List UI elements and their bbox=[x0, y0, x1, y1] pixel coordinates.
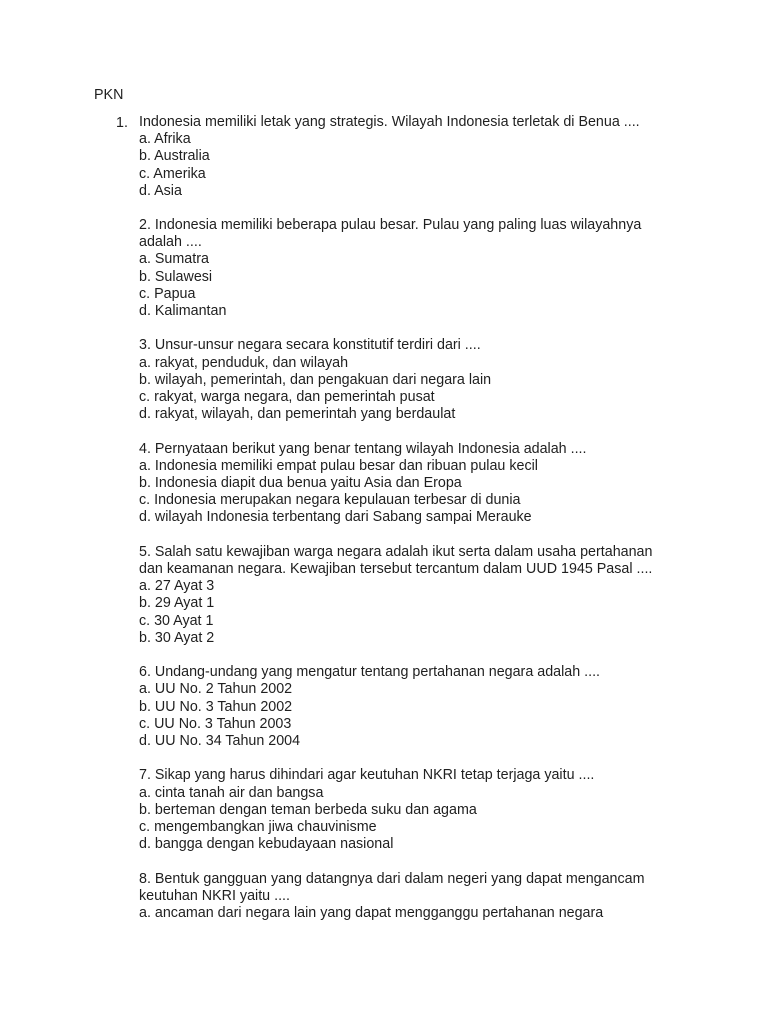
question-6-line-1: 6. Undang-undang yang mengatur tentang pertahanan negara adalah .... bbox=[139, 664, 601, 681]
question-6-option-c: c. UU No. 3 Tahun 2003 bbox=[139, 715, 292, 732]
question-2-option-a: a. Sumatra bbox=[139, 251, 209, 268]
question-2-option-b: b. Sulawesi bbox=[139, 268, 213, 285]
question-7-option-a: a. cinta tanah air dan bangsa bbox=[139, 784, 324, 801]
question-1-option-b: b. Australia bbox=[139, 148, 210, 165]
question-3-option-a: a. rakyat, penduduk, dan wilayah bbox=[139, 354, 349, 371]
question-8-line-2: keutuhan NKRI yaitu .... bbox=[139, 887, 290, 904]
question-6 bbox=[139, 664, 699, 750]
question-2-option-d: d. Kalimantan bbox=[139, 303, 227, 320]
question-4-option-b: b. Indonesia diapit dua benua yaitu Asia dan Eropa bbox=[139, 475, 462, 492]
question-2 bbox=[139, 217, 699, 320]
question-3-option-d: d. rakyat, wilayah, dan pemerintah yang berdaulat bbox=[139, 406, 456, 423]
question-2-line-2: adalah .... bbox=[139, 234, 202, 251]
question-1-option-a: a. Afrika bbox=[139, 131, 191, 148]
question-5 bbox=[139, 544, 699, 647]
question-5-option-c: c. 30 Ayat 1 bbox=[139, 612, 214, 629]
question-8-line-1: 8. Bentuk gangguan yang datangnya dari dalam negeri yang dapat mengancam bbox=[139, 870, 645, 887]
question-1-text: Indonesia memiliki letak yang strategis. Wilayah Indonesia terletak di Benua .... bbox=[139, 114, 640, 130]
question-4-line-1: 4. Pernyataan berikut yang benar tentang wilayah Indonesia adalah .... bbox=[139, 440, 587, 457]
question-7-option-b: b. berteman dengan teman berbeda suku dan agama bbox=[139, 801, 477, 818]
question-2-line-1: 2. Indonesia memiliki beberapa pulau besar. Pulau yang paling luas wilayahnya bbox=[139, 217, 642, 233]
question-1-option-c: c. Amerika bbox=[139, 165, 206, 182]
question-5-line-1: 5. Salah satu kewajiban warga negara adalah ikut serta dalam usaha pertahanan bbox=[139, 543, 653, 560]
question-6-option-a: a. UU No. 2 Tahun 2002 bbox=[139, 681, 293, 698]
question-2-option-c: c. Papua bbox=[139, 285, 196, 302]
question-3-option-c: c. rakyat, warga negara, dan pemerintah pusat bbox=[139, 389, 435, 406]
question-7-option-d: d. bangga dengan kebudayaan nasional bbox=[139, 836, 394, 853]
question-8-option-a: a. ancaman dari negara lain yang dapat mengganggu pertahanan negara bbox=[139, 905, 604, 922]
question-6-option-d: d. UU No. 34 Tahun 2004 bbox=[139, 733, 301, 750]
question-4 bbox=[139, 441, 699, 527]
question-6-option-b: b. UU No. 3 Tahun 2002 bbox=[139, 698, 293, 715]
question-3-option-b: b. wilayah, pemerintah, dan pengakuan dari negara lain bbox=[139, 371, 492, 388]
question-4-option-c: c. Indonesia merupakan negara kepulauan terbesar di dunia bbox=[139, 492, 521, 509]
question-5-option-b: b. 29 Ayat 1 bbox=[139, 595, 215, 612]
question-1 bbox=[139, 114, 640, 200]
document-title: PKN bbox=[94, 87, 124, 103]
question-4-option-d: d. wilayah Indonesia terbentang dari Sabang sampai Merauke bbox=[139, 509, 532, 526]
question-3 bbox=[139, 337, 699, 423]
question-8 bbox=[139, 871, 699, 923]
question-1-option-d: d. Asia bbox=[139, 182, 182, 199]
question-7-line-1: 7. Sikap yang harus dihindari agar keutuhan NKRI tetap terjaga yaitu .... bbox=[139, 767, 595, 784]
question-5-option-a: a. 27 Ayat 3 bbox=[139, 578, 215, 595]
question-3-line-1: 3. Unsur-unsur negara secara konstitutif terdiri dari .... bbox=[139, 337, 481, 354]
question-7-option-c: c. mengembangkan jiwa chauvinisme bbox=[139, 819, 377, 836]
question-5-line-2: dan keamanan negara. Kewajiban tersebut tercantum dalam UUD 1945 Pasal .... bbox=[139, 561, 653, 578]
question-7 bbox=[139, 767, 699, 853]
question-5-option-d: b. 30 Ayat 2 bbox=[139, 629, 215, 646]
question-1-number: 1. bbox=[116, 115, 128, 131]
question-4-option-a: a. Indonesia memiliki empat pulau besar dan ribuan pulau kecil bbox=[139, 457, 538, 474]
question-list bbox=[139, 217, 699, 939]
